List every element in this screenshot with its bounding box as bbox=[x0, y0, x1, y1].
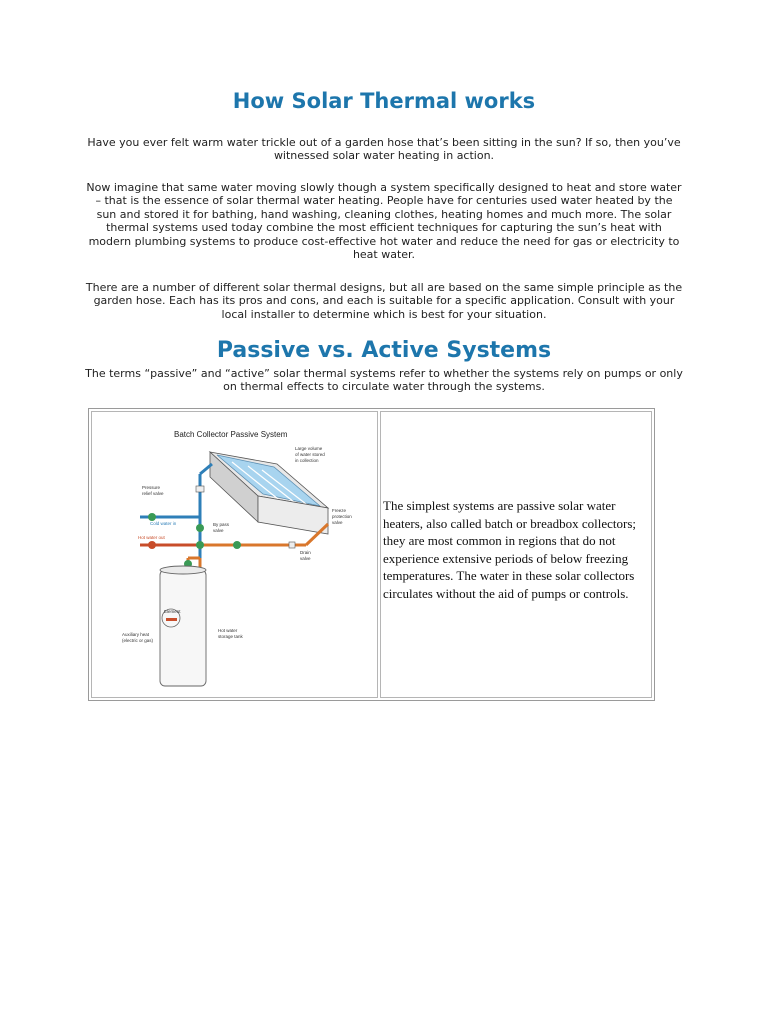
label-freeze-3: valve bbox=[332, 520, 343, 525]
label-pressure-2: relief valve bbox=[142, 491, 164, 496]
pressure-relief-icon bbox=[196, 486, 204, 492]
label-drain-1: Drain bbox=[300, 550, 311, 555]
designs-paragraph: There are a number of different solar thermal designs, but all are based on the same simple principle as the garden hose. Each has its pros and cons, and each is suitable for a specific application. Consult with your local installer to determine which is best for your situation. bbox=[85, 281, 683, 321]
label-element: Element bbox=[164, 609, 181, 614]
content-table bbox=[88, 408, 655, 701]
label-pressure-1: Pressure bbox=[142, 485, 161, 490]
drain-valve-icon bbox=[289, 542, 295, 548]
diagram-cell bbox=[91, 411, 378, 698]
section-intro: The terms “passive” and “active” solar thermal systems refer to whether the systems rely on pumps or only on thermal effects to circulate water through the systems. bbox=[85, 367, 683, 394]
page-title: How Solar Thermal works bbox=[232, 89, 536, 113]
label-aux-1: Auxiliary heat bbox=[122, 632, 150, 637]
pump-valve-upper bbox=[196, 524, 204, 532]
label-large-volume-1: Large volume bbox=[295, 446, 323, 451]
cold-inlet-valve bbox=[148, 513, 156, 521]
label-bypass-1: By pass bbox=[213, 522, 230, 527]
label-large-volume-3: in collection bbox=[295, 458, 319, 463]
label-tank-2: storage tank bbox=[218, 634, 243, 639]
label-bypass-2: valve bbox=[213, 528, 224, 533]
label-large-volume-2: of water stored bbox=[295, 452, 325, 457]
essence-paragraph: Now imagine that same water moving slowly though a system specifically designed to heat and store water – that is the essence of solar thermal water heating. People have for centuries used water heated by the sun and stored it for bathing, hand washing, cleaning clothes, heating homes and much more. The solar thermal systems used today combine the most efficient techniques for capturing the sun’s heat with modern plumbing systems to produce cost-effective hot water and reduce the need for gas or electricity to heat water. bbox=[86, 181, 682, 262]
label-aux-2: (electric or gas) bbox=[122, 638, 154, 643]
storage-tank bbox=[160, 566, 206, 686]
pump-valve-right bbox=[233, 541, 241, 549]
description-cell bbox=[380, 411, 652, 698]
hot-outlet-valve bbox=[148, 541, 156, 549]
label-tank-1: Hot water bbox=[218, 628, 238, 633]
passive-system-description: The simplest systems are passive solar water heaters, also called batch or breadbox collectors; they are most common in regions that do not experience extensive periods of below freezing temperatures. The water in these solar collectors circulates without the aid of pumps or controls. bbox=[383, 498, 637, 601]
pump-valve-middle bbox=[196, 541, 204, 549]
label-drain-2: valve bbox=[300, 556, 311, 561]
batch-collector-diagram bbox=[92, 412, 377, 697]
section-title: Passive vs. Active Systems bbox=[216, 338, 552, 363]
label-freeze-1: Freeze bbox=[332, 508, 347, 513]
label-cold-water: Cold water in bbox=[150, 521, 177, 526]
intro-paragraph: Have you ever felt warm water trickle out of a garden hose that’s been sitting in the sun? If so, then you’ve witnessed solar water heating in action. bbox=[87, 136, 681, 163]
diagram-title: Batch Collector Passive System bbox=[174, 430, 288, 439]
label-freeze-2: protection bbox=[332, 514, 352, 519]
label-hot-water: Hot water out bbox=[138, 535, 165, 540]
